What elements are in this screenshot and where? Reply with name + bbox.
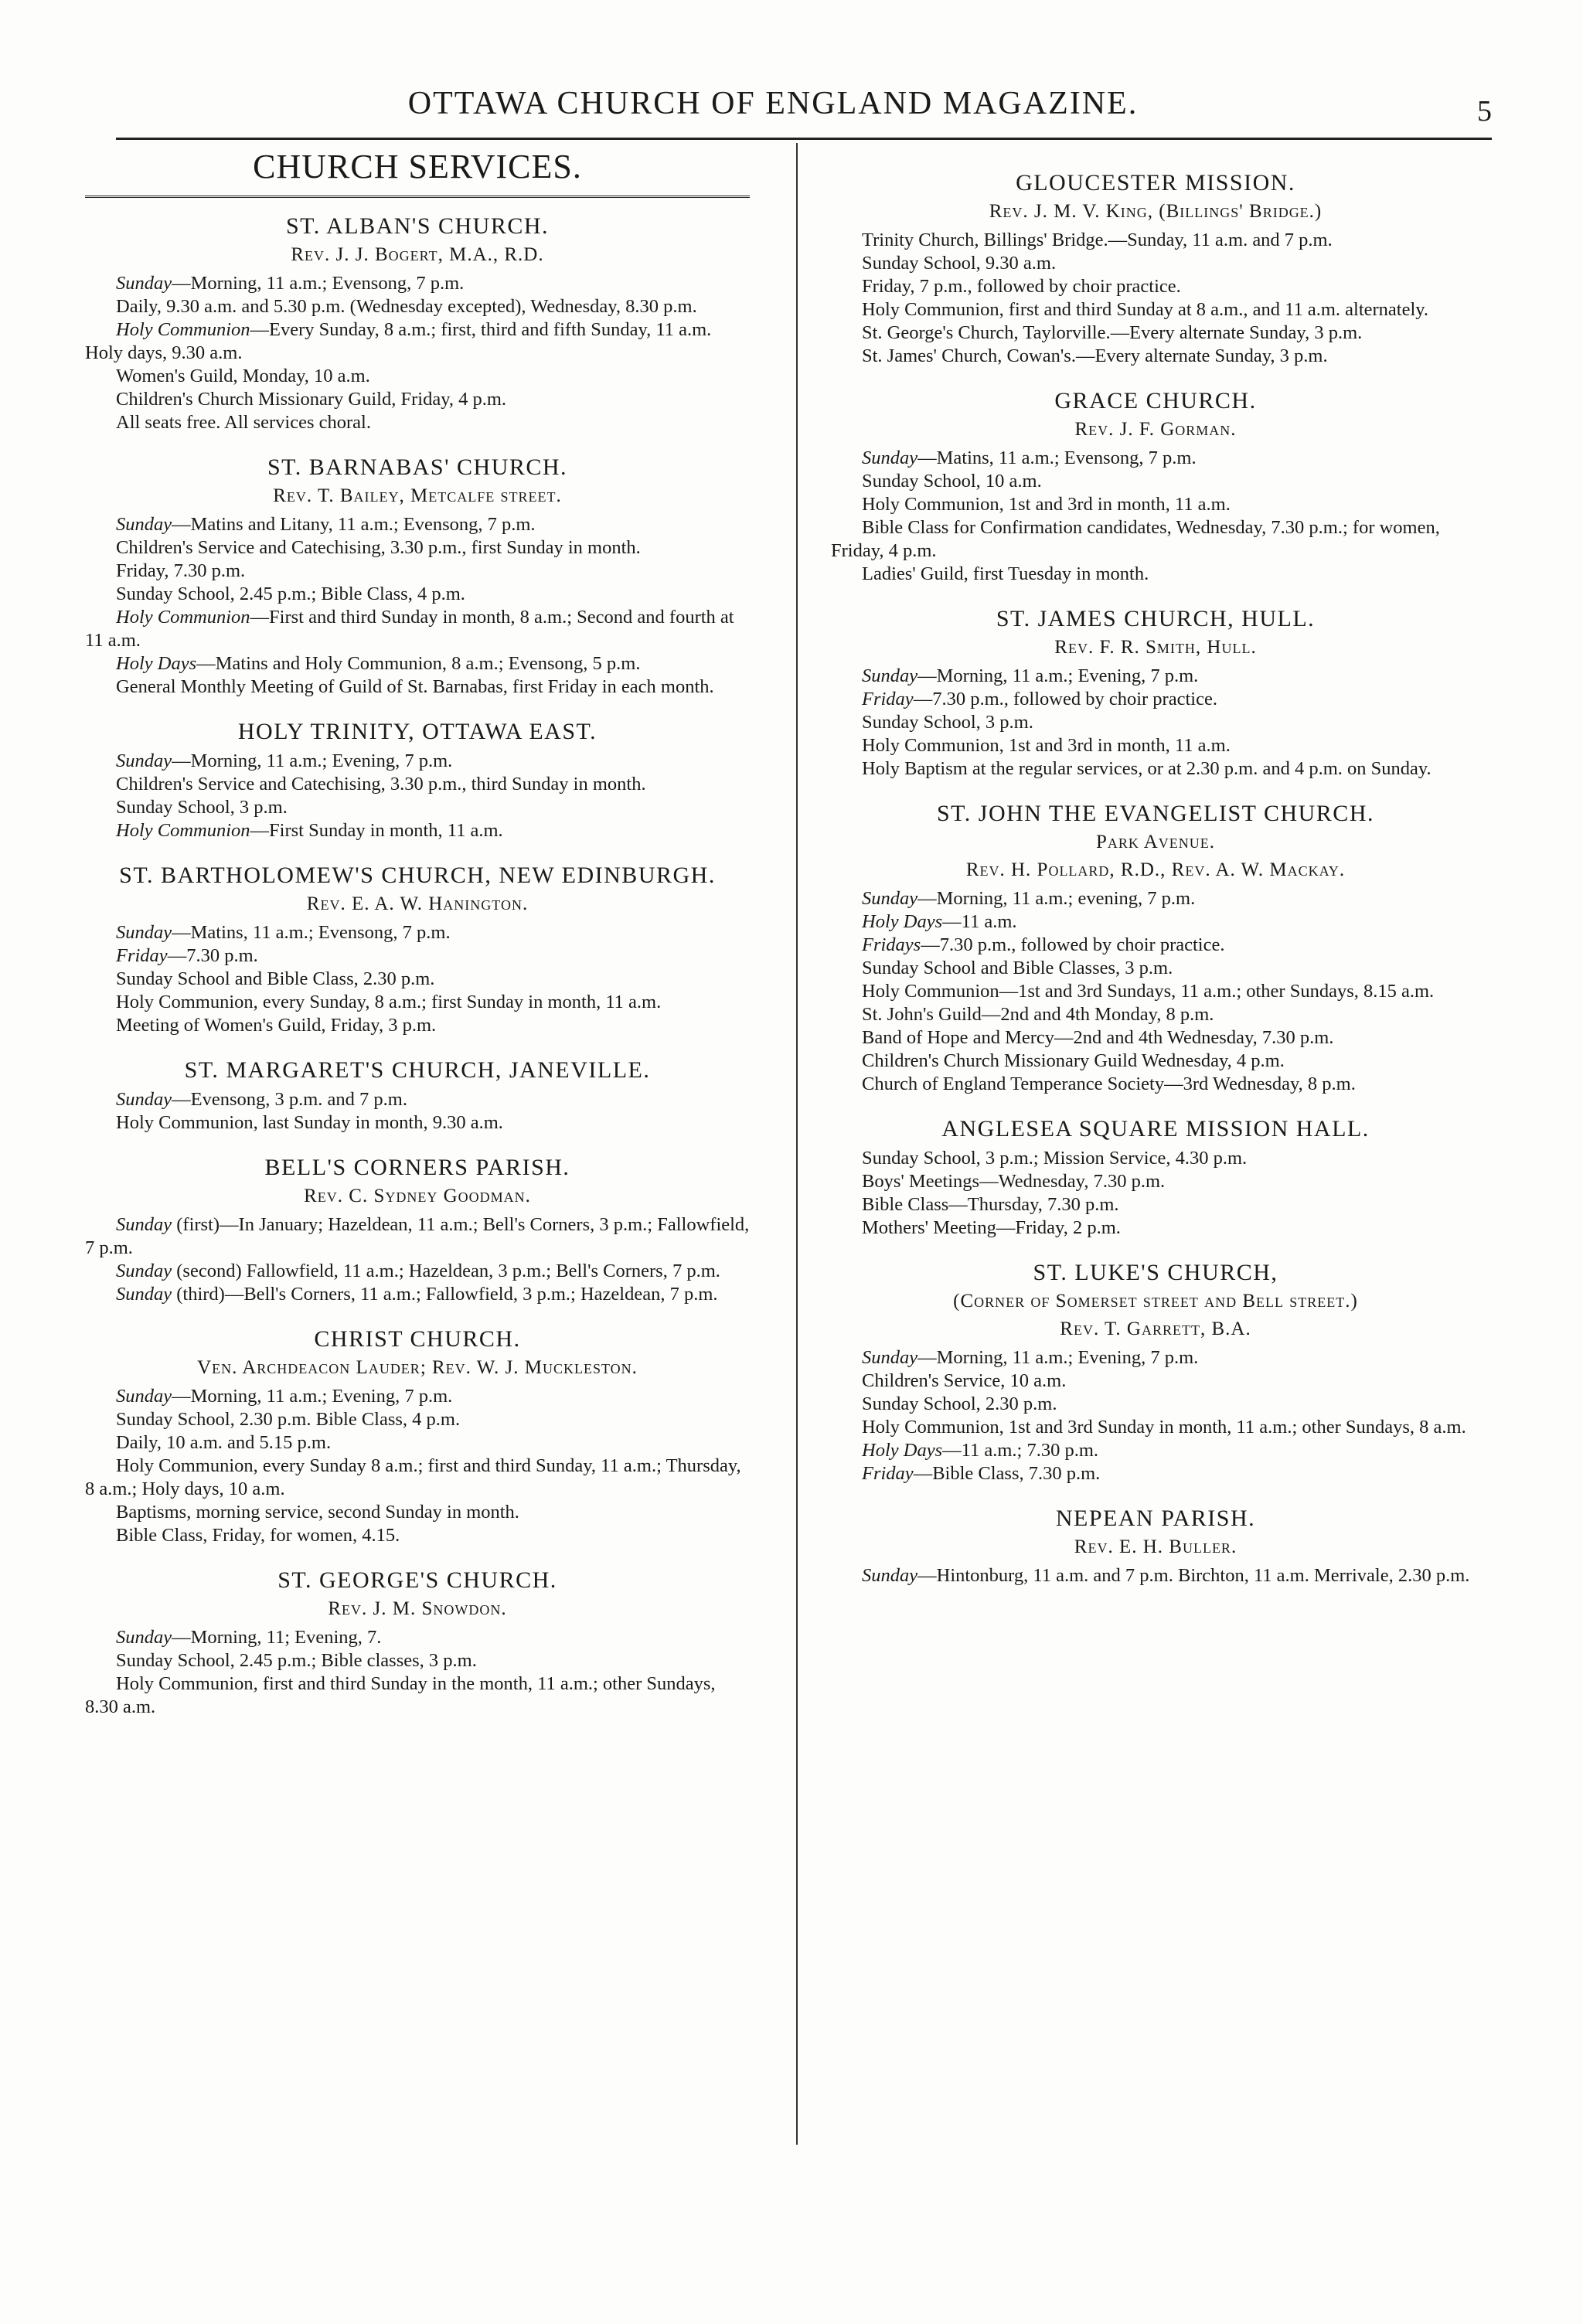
service-entry [831, 1026, 1480, 1050]
entry-text: —Morning, 11 a.m.; evening, 7 p.m. [917, 888, 1196, 909]
church-listing [831, 388, 1480, 586]
entry-lead: Holy Days [116, 653, 197, 674]
service-entry [85, 1408, 750, 1431]
entry-lead: Friday [862, 1463, 914, 1484]
clergy-line: Rev. H. Pollard, R.D., Rev. A. W. Mackay. [965, 859, 1346, 880]
entry-text: St. John's Guild—2nd and 4th Monday, 8 p.m. [862, 1004, 1214, 1025]
entry-lead: Sunday [116, 922, 172, 943]
entry-text: —11 a.m.; 7.30 p.m. [942, 1440, 1098, 1461]
church-listing [85, 1155, 750, 1306]
entry-lead: Sunday [862, 665, 918, 686]
service-entry [85, 944, 750, 968]
service-entry [85, 318, 750, 365]
entry-text: Band of Hope and Mercy—2nd and 4th Wednesday, 7.30 p.m. [862, 1027, 1334, 1048]
entry-text: —Morning, 11 a.m.; Evening, 7 p.m. [917, 1347, 1199, 1368]
entry-lead: Sunday [116, 1261, 172, 1281]
column-divider [796, 143, 798, 2145]
entry-text: Holy Communion, first and third Sunday in the month, 11 a.m.; other Sundays, 8.30 a.m. [85, 1673, 716, 1717]
entry-text: —Every Sunday, 8 a.m.; first, third and fifth Sunday, 11 a.m. Holy days, 9.30 a.m. [85, 319, 712, 363]
church-name: ST. ALBAN'S CHURCH. [285, 213, 550, 239]
service-entry [831, 980, 1480, 1003]
entry-text: Mothers' Meeting—Friday, 2 p.m. [862, 1217, 1121, 1238]
church-name: GRACE CHURCH. [1054, 388, 1257, 413]
entry-text: Daily, 9.30 a.m. and 5.30 p.m. (Wednesday excepted), Wednesday, 8.30 p.m. [116, 296, 697, 317]
service-entry [85, 536, 750, 560]
entry-lead: Holy Days [862, 1440, 943, 1461]
entry-text: Daily, 10 a.m. and 5.15 p.m. [116, 1432, 332, 1453]
church-listing [831, 1116, 1480, 1240]
church-listing [85, 1057, 750, 1135]
clergy-line: (Corner of Somerset street and Bell street.) [953, 1291, 1358, 1312]
left-blocks [85, 213, 750, 1719]
service-entry [831, 1416, 1480, 1439]
service-entry [85, 1111, 750, 1135]
church-name: ST. BARNABAS' CHURCH. [267, 454, 568, 480]
church-name: CHRIST CHURCH. [314, 1326, 521, 1352]
entry-text: Sunday School, 9.30 a.m. [862, 253, 1057, 274]
service-entry [831, 734, 1480, 757]
entry-text: —Morning, 11 a.m.; Evensong, 7 p.m. [172, 273, 465, 294]
clergy-line: Ven. Archdeacon Lauder; Rev. W. J. Muckleston. [197, 1357, 638, 1378]
service-entry [831, 1462, 1480, 1485]
entry-text: —7.30 p.m. [167, 945, 258, 966]
page-header [116, 85, 1492, 131]
entry-lead: Sunday [116, 273, 172, 294]
clergy-line: Rev. J. M. Snowdon. [328, 1598, 507, 1619]
service-entry [85, 1431, 750, 1455]
church-name: NEPEAN PARISH. [1055, 1506, 1256, 1531]
entry-text: Holy Communion, 1st and 3rd in month, 11 a.m. [862, 735, 1231, 756]
service-entry [831, 322, 1480, 345]
service-entry [831, 252, 1480, 275]
service-entry [85, 411, 750, 434]
section-title: CHURCH SERVICES. [85, 147, 750, 198]
service-entry [85, 1213, 750, 1260]
service-entry [85, 921, 750, 944]
service-entry [831, 516, 1480, 563]
clergy-line: Rev. T. Garrett, B.A. [1060, 1319, 1251, 1339]
service-entry [831, 298, 1480, 322]
service-entry [85, 1649, 750, 1672]
service-entry [85, 560, 750, 583]
entry-lead: Holy Communion [116, 607, 250, 628]
entry-text: Friday, 7 p.m., followed by choir practice. [862, 276, 1181, 297]
entry-text: St. James' Church, Cowan's.—Every alternate Sunday, 3 p.m. [862, 345, 1328, 366]
entry-lead: Sunday [116, 1386, 172, 1407]
entry-text: —First Sunday in month, 11 a.m. [250, 820, 503, 841]
service-entry [831, 1346, 1480, 1370]
service-entry [85, 968, 750, 991]
entry-text: —Matins, 11 a.m.; Evensong, 7 p.m. [917, 447, 1197, 468]
entry-text: Sunday School, 3 p.m. [862, 712, 1033, 733]
church-listing [85, 1326, 750, 1547]
service-entry [85, 1283, 750, 1306]
service-entry [85, 1501, 750, 1524]
clergy-line: Rev. C. Sydney Goodman. [304, 1186, 531, 1206]
service-entry [831, 229, 1480, 252]
entry-text: Holy Communion, every Sunday 8 a.m.; first and third Sunday, 11 a.m.; Thursday, 8 a.m.; Holy days, 10 a.m. [85, 1455, 741, 1499]
entry-lead: Holy Communion [116, 319, 250, 340]
service-entry [85, 773, 750, 796]
entry-text: General Monthly Meeting of Guild of St. Barnabas, first Friday in each month. [116, 676, 714, 697]
church-listing [85, 454, 750, 699]
entry-text: Sunday School, 3 p.m.; Mission Service, 4.30 p.m. [862, 1148, 1248, 1169]
entry-text: —Morning, 11; Evening, 7. [172, 1627, 382, 1648]
service-entry [831, 688, 1480, 711]
entry-text: Ladies' Guild, first Tuesday in month. [862, 563, 1149, 584]
entry-text: Church of England Temperance Society—3rd Wednesday, 8 p.m. [862, 1074, 1356, 1094]
entry-text: —Morning, 11 a.m.; Evening, 7 p.m. [172, 1386, 453, 1407]
entry-text: Baptisms, morning service, second Sunday in month. [116, 1502, 519, 1523]
entry-lead: Fridays [862, 934, 921, 955]
entry-lead: Friday [862, 689, 914, 709]
church-name: ST. LUKE'S CHURCH, [1033, 1260, 1278, 1285]
entry-text: —Matins and Litany, 11 a.m.; Evensong, 7 p.m. [172, 514, 536, 535]
service-entry [85, 675, 750, 699]
service-entry [831, 1216, 1480, 1240]
service-entry [85, 365, 750, 388]
entry-lead: Sunday [862, 1347, 918, 1368]
service-entry [85, 1260, 750, 1283]
right-blocks [831, 170, 1480, 1587]
entry-text: —Morning, 11 a.m.; Evening, 7 p.m. [917, 665, 1199, 686]
service-entry [85, 513, 750, 536]
entry-lead: Sunday [116, 1089, 172, 1110]
service-entry [831, 1564, 1480, 1587]
entry-lead: Sunday [116, 1214, 172, 1235]
service-entry [85, 1014, 750, 1037]
service-entry [85, 652, 750, 675]
church-name: HOLY TRINITY, OTTAWA EAST. [237, 719, 597, 744]
entry-text: Trinity Church, Billings' Bridge.—Sunday, 11 a.m. and 7 p.m. [862, 230, 1333, 250]
service-entry [831, 665, 1480, 688]
entry-text: Holy Communion, first and third Sunday at 8 a.m., and 11 a.m. alternately. [862, 299, 1429, 320]
clergy-line: Rev. E. H. Buller. [1074, 1536, 1237, 1557]
entry-text: (first)—In January; Hazeldean, 11 a.m.; Bell's Corners, 3 p.m.; Fallowfield, 7 p.m. [85, 1214, 750, 1258]
entry-lead: Sunday [116, 750, 172, 771]
service-entry [85, 991, 750, 1014]
entry-text: Sunday School, 2.30 p.m. [862, 1393, 1057, 1414]
clergy-line: Rev. J. M. V. King, (Billings' Bridge.) [989, 201, 1323, 222]
service-entry [831, 711, 1480, 734]
entry-text: Children's Church Missionary Guild Wednesday, 4 p.m. [862, 1050, 1285, 1071]
entry-text: —Matins and Holy Communion, 8 a.m.; Evensong, 5 p.m. [196, 653, 641, 674]
entry-text: Holy Baptism at the regular services, or at 2.30 p.m. and 4 p.m. on Sunday. [862, 758, 1432, 779]
entry-text: Children's Church Missionary Guild, Friday, 4 p.m. [116, 389, 507, 410]
entry-text: —Bible Class, 7.30 p.m. [913, 1463, 1101, 1484]
service-entry [831, 1003, 1480, 1026]
service-entry [85, 796, 750, 819]
church-listing [85, 1567, 750, 1719]
service-entry [831, 1147, 1480, 1170]
church-name: ST. GEORGE'S CHURCH. [277, 1567, 557, 1593]
entry-text: Women's Guild, Monday, 10 a.m. [116, 366, 370, 386]
service-entry [831, 1170, 1480, 1193]
entry-text: Sunday School, 2.45 p.m.; Bible Class, 4 p.m. [116, 584, 465, 604]
entry-text: —11 a.m. [942, 911, 1017, 932]
church-name: ST. JOHN THE EVANGELIST CHURCH. [937, 801, 1374, 826]
entry-lead: Sunday [862, 1565, 918, 1586]
service-entry [831, 1193, 1480, 1216]
entry-text: Bible Class—Thursday, 7.30 p.m. [862, 1194, 1119, 1215]
entry-lead: Sunday [116, 514, 172, 535]
entry-text: Sunday School, 10 a.m. [862, 471, 1042, 492]
entry-text: Sunday School, 2.30 p.m. Bible Class, 4 p.m. [116, 1409, 461, 1430]
entry-text: (third)—Bell's Corners, 11 a.m.; Fallowfield, 3 p.m.; Hazeldean, 7 p.m. [172, 1284, 718, 1305]
church-name: ANGLESEA SQUARE MISSION HALL. [941, 1116, 1370, 1142]
entry-text: Holy Communion—1st and 3rd Sundays, 11 a.m.; other Sundays, 8.15 a.m. [862, 981, 1435, 1002]
service-entry [85, 750, 750, 773]
service-entry [85, 1524, 750, 1547]
service-entry [831, 757, 1480, 781]
service-entry [85, 819, 750, 842]
service-entry [831, 957, 1480, 980]
service-entry [831, 1439, 1480, 1462]
entry-text: Sunday School, 3 p.m. [116, 797, 288, 818]
entry-text: —7.30 p.m., followed by choir practice. [913, 689, 1217, 709]
service-entry [831, 887, 1480, 910]
entry-text: All seats free. All services choral. [116, 412, 371, 433]
entry-text: Meeting of Women's Guild, Friday, 3 p.m. [116, 1015, 437, 1036]
service-entry [831, 493, 1480, 516]
service-entry [831, 1050, 1480, 1073]
clergy-line: Rev. F. R. Smith, Hull. [1054, 637, 1257, 658]
entry-lead: Sunday [116, 1627, 172, 1648]
entry-text: Holy Communion, 1st and 3rd in month, 11 a.m. [862, 494, 1231, 515]
clergy-line: Rev. T. Bailey, Metcalfe street. [273, 485, 562, 506]
entry-text: Holy Communion, 1st and 3rd Sunday in month, 11 a.m.; other Sundays, 8 a.m. [862, 1417, 1466, 1438]
church-listing [831, 1506, 1480, 1587]
entry-lead: Holy Days [862, 911, 943, 932]
entry-text: Children's Service, 10 a.m. [862, 1370, 1067, 1391]
clergy-line: Park Avenue. [1095, 832, 1216, 852]
service-entry [85, 295, 750, 318]
entry-text: —First and third Sunday in month, 8 a.m.; Second and fourth at 11 a.m. [85, 607, 734, 651]
service-entry [831, 1370, 1480, 1393]
entry-text: St. George's Church, Taylorville.—Every alternate Sunday, 3 p.m. [862, 322, 1363, 343]
entry-text: Children's Service and Catechising, 3.30 p.m., first Sunday in month. [116, 537, 641, 558]
service-entry [831, 934, 1480, 957]
entry-text: Children's Service and Catechising, 3.30 p.m., third Sunday in month. [116, 774, 646, 795]
church-listing [85, 863, 750, 1037]
service-entry [85, 606, 750, 652]
entry-lead: Sunday [116, 1284, 172, 1305]
entry-text: Sunday School, 2.45 p.m.; Bible classes, 3 p.m. [116, 1650, 477, 1671]
service-entry [85, 1455, 750, 1501]
service-entry [85, 1626, 750, 1649]
entry-text: Bible Class for Confirmation candidates, Wednesday, 7.30 p.m.; for women, Friday, 4 p.m. [831, 517, 1440, 561]
entry-text: Bible Class, Friday, for women, 4.15. [116, 1525, 400, 1546]
service-entry [831, 563, 1480, 586]
entry-text: —7.30 p.m., followed by choir practice. [921, 934, 1225, 955]
church-listing [831, 170, 1480, 368]
church-name: ST. BARTHOLOMEW'S CHURCH, NEW EDINBURGH. [119, 863, 716, 888]
entry-text: (second) Fallowfield, 11 a.m.; Hazeldean, 3 p.m.; Bell's Corners, 7 p.m. [172, 1261, 720, 1281]
right-column [831, 170, 1480, 1587]
entry-lead: Friday [116, 945, 168, 966]
entry-text: Boys' Meetings—Wednesday, 7.30 p.m. [862, 1171, 1166, 1192]
service-entry [831, 275, 1480, 298]
church-listing [85, 719, 750, 842]
service-entry [831, 447, 1480, 470]
entry-text: Sunday School and Bible Class, 2.30 p.m. [116, 968, 435, 989]
magazine-title: OTTAWA CHURCH OF ENGLAND MAGAZINE. [407, 86, 1139, 121]
church-listing [85, 213, 750, 434]
left-column [85, 139, 750, 1719]
service-entry [85, 583, 750, 606]
entry-text: Sunday School and Bible Classes, 3 p.m. [862, 958, 1173, 978]
clergy-line: Rev. J. F. Gorman. [1074, 419, 1237, 440]
entry-text: Friday, 7.30 p.m. [116, 560, 246, 581]
service-entry [831, 1393, 1480, 1416]
clergy-line: Rev. J. J. Bogert, M.A., R.D. [291, 244, 544, 265]
service-entry [831, 910, 1480, 934]
church-name: GLOUCESTER MISSION. [1016, 170, 1295, 196]
church-name: ST. MARGARET'S CHURCH, JANEVILLE. [184, 1057, 651, 1083]
service-entry [85, 272, 750, 295]
service-entry [85, 1088, 750, 1111]
church-name: BELL'S CORNERS PARISH. [264, 1155, 570, 1180]
entry-text: Holy Communion, every Sunday, 8 a.m.; first Sunday in month, 11 a.m. [116, 992, 662, 1012]
entry-text: —Matins, 11 a.m.; Evensong, 7 p.m. [172, 922, 451, 943]
clergy-line: Rev. E. A. W. Hanington. [306, 893, 529, 914]
service-entry [831, 345, 1480, 368]
entry-text: —Evensong, 3 p.m. and 7 p.m. [172, 1089, 407, 1110]
service-entry [85, 1385, 750, 1408]
entry-text: Holy Communion, last Sunday in month, 9.30 a.m. [116, 1112, 503, 1133]
service-entry [831, 1073, 1480, 1096]
church-listing [831, 606, 1480, 781]
entry-lead: Sunday [862, 888, 918, 909]
church-listing [831, 801, 1480, 1096]
page-number: 5 [1477, 95, 1492, 128]
entry-lead: Holy Communion [116, 820, 250, 841]
church-listing [831, 1260, 1480, 1485]
church-name: ST. JAMES CHURCH, HULL. [996, 606, 1316, 631]
entry-lead: Sunday [862, 447, 918, 468]
service-entry [85, 1672, 750, 1719]
entry-text: —Hintonburg, 11 a.m. and 7 p.m. Birchton, 11 a.m. Merrivale, 2.30 p.m. [917, 1565, 1470, 1586]
entry-text: —Morning, 11 a.m.; Evening, 7 p.m. [172, 750, 453, 771]
service-entry [831, 470, 1480, 493]
service-entry [85, 388, 750, 411]
